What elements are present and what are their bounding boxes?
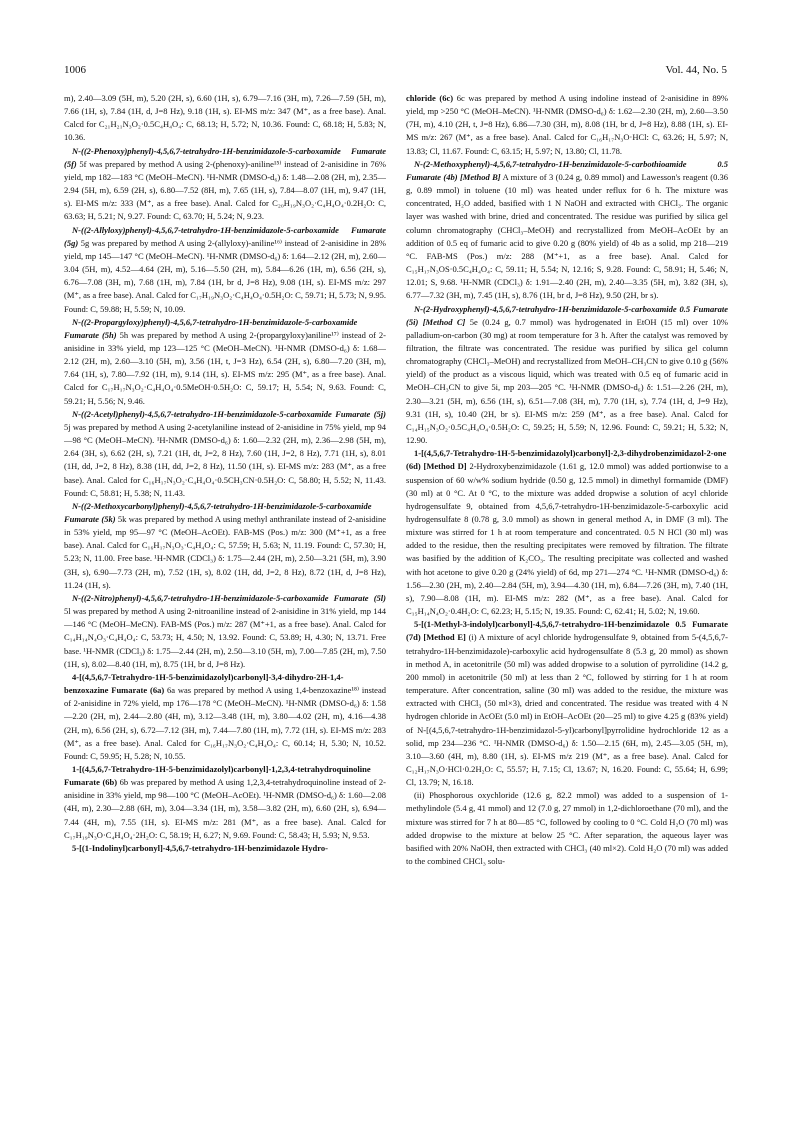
article-body bbox=[64, 92, 728, 1104]
compound-heading: 4-[(4,5,6,7-Tetrahydro-1H-5-benzimidazolyl)carbonyl]-3,4-dihydro-2H-1,4-benzoxazine Fumarate (6a) bbox=[64, 671, 344, 696]
right-column bbox=[406, 92, 728, 1104]
paragraph bbox=[406, 303, 728, 448]
paragraph-text: (i) A mixture of acyl chloride hydrogensulfate 9, obtained from 5-(4,5,6,7-tetrahydro-1H-benzimidazole)-carboxylic acid hydrogensulfate 8 (5.3 g, 20 mmol) as shown in method A, in acetonitrile (50 ml) was added dropwise to a solution of pyrrolidine (14.2 g, 200 mmol) in acetonitrile (50 ml) at less than 2 °C, followed by stirring for 1 h at room temperature. After concentration, saline (30 ml) was added to the residue, the mixture was extracted with CHCl₃ (50 ml×3), dried and concentrated. The residue was treated with 4 N hydrogen chloride in AcOEt (5.0 ml) in EtOH–AcOEt (20—25 ml) to give 4.25 g (83% yield) of N-[(4,5,6,7-tetrahydro-1H-benzimidazol-5-yl)carbonyl]pyrrolidine hydrochloride 12 as a solid, mp 234—236 °C. ¹H-NMR (DMSO-d₆) δ: 1.50—2.15 (6H, m), 2.45—3.05 (5H, m), 3.10—3.60 (4H, m), 8.80 (1H, s). EI-MS m/z 219 (M⁺, as a free base). Anal. Calcd for C₁₂H₁₇N₃O·HCl·0.2H₂O: C, 55.57; H, 7.15; Cl, 13.67; N, 16.20. Found: C, 55.64; H, 6.99; Cl, 13.79; N, 16.18. bbox=[406, 632, 728, 788]
compound-heading: N-(2-Hydroxyphenyl)-4,5,6,7-tetrahydro-1H-benzimidazole-5-carboxamide 0.5 Fumarate (5i) [Method C] bbox=[406, 303, 728, 327]
paragraph-text: 5k was prepared by method A using methyl anthranilate instead of 2-anisidine in 53% yield, mp 95—97 °C (MeOH–AcOEt). FAB-MS (Pos.) m/z: 300 (M⁺+1, as a free base). Anal. Calcd for C₁₆H₁₇N₃O₃·C₄H₄O₄: C, 57.59; H, 5.63; N, 11.19. Found: C, 57.30; H, 5.23; N, 11.00. Free base. ¹H-NMR (CDCl₃) δ: 1.75—2.44 (2H, m), 2.50—3.21 (5H, m), 3.90 (3H, s), 6.90—7.73 (2H, m), 7.52 (1H, s), 8.02 (1H, dd, J=2, 8 Hz), 8.72 (1H, d, J=8 Hz), 11.24 (1H, s). bbox=[64, 514, 386, 590]
paragraph-text: 5g was prepared by method A using 2-(allyloxy)-aniline¹⁶⁾ instead of 2-anisidine in 28% yield, mp 145—147 °C (MeOH–MeCN). ¹H-NMR (DMSO-d₆) δ: 1.64—2.12 (2H, m), 2.60—3.04 (5H, m), 4.52—4.64 (2H, m), 5.16—5.50 (2H, m), 5.84—6.26 (1H, m), 6.56 (2H, s), 6.76—7.08 (3H, m), 7.68 (1H, m), 7.84 (1H, br d, J=8 Hz), 9.08 (1H, s). EI-MS m/z: 297 (M⁺, as a free base). Anal. Calcd for C₁₇H₁₉N₃O₂·C₄H₄O₄·0.5H₂O: C, 59.71; H, 5.73; N, 9.95. Found: C, 59.88; H, 5.59; N, 10.09. bbox=[64, 237, 386, 314]
paragraph bbox=[406, 92, 728, 158]
paragraph-text: 5f was prepared by method A using 2-(phenoxy)-aniline¹⁵⁾ instead of 2-anisidine in 76% yield, mp 182—183 °C (MeOH–MeCN). ¹H-NMR (DMSO-d₆) δ: 1.48—2.08 (2H, m), 2.35—2.94 (5H, m), 6.59 (2H, s), 6.80—7.52 (8H, m), 7.65 (1H, s), 7.84—8.07 (1H, m), 9.47 (1H, s). EI-MS m/z: 333 (M⁺, as a free base). Anal. Calcd for C₂₀H₁₉N₃O₂·C₄H₄O₄·0.2H₂O: C, 63.63; H, 5.21; N, 9.27. Found: C, 63.70; H, 5.24; N, 9.23. bbox=[64, 158, 386, 222]
paragraph-text: 6c was prepared by method A using indoline instead of 2-anisidine in 89% yield, mp >250 °C (MeOH–MeCN). ¹H-NMR (DMSO-d₆) δ: 1.62—2.30 (2H, m), 2.60—3.50 (7H, m), 4.10 (2H, t, J=8 Hz), 6.86—7.30 (3H, m), 8.08 (1H, br d, J=8 Hz), 8.88 (1H, s). EI-MS m/z: 267 (M⁺, as a free base). Anal. Calcd for C₁₆H₁₇N₃O·HCl: C, 63.26; H, 5.97; N, 13.83; Cl, 11.67. Found: C, 63.15; H, 5.97; N, 13.80; Cl, 11.78. bbox=[406, 93, 728, 156]
paragraph bbox=[64, 316, 386, 408]
paragraph-text: 5e (0.24 g, 0.7 mmol) was hydrogenated in EtOH (15 ml) over 10% palladium-on-carbon (30 mg) at room temperature for 3 h. After the catalyst was removed by filtration, the filtrate was concentrated. The residue was purified by silica gel column chromatography (CHCl₃–MeOH) and recrystallized from MeOH–CH₃CN to give 0.10 g (56% yield) of the product as a viscous liquid, which was treated with 0.5 eq of fumaric acid in MeOH–CH₃CN to give 5i, mp 203—205 °C. ¹H-NMR (DMSO-d₆) δ: 1.51—2.26 (2H, m), 2.30—3.21 (5H, m), 6.56 (1H, s), 6.51—7.08 (3H, m), 7.70 (1H, s), 7.74 (1H, d, J=9 Hz), 9.31 (1H, s), 10.40 (2H, br s). EI-MS m/z: 259 (M⁺, as a free base). Anal. Calcd for C₁₄H₁₅N₃O₂·0.5C₄H₄O₄·0.5H₂O: C, 59.25; H, 5.59; N, 12.96. Found: C, 59.21; H, 5.32; N, 12.90. bbox=[406, 316, 728, 446]
compound-heading: N-((2-Allyloxy)phenyl)-4,5,6,7-tetrahydro-1H-benzimidazole-5-carboxamide Fumarate (5g) bbox=[64, 224, 386, 248]
paragraph bbox=[64, 408, 386, 500]
paragraph bbox=[64, 842, 386, 855]
volume-issue: Vol. 44, No. 5 bbox=[665, 64, 727, 76]
paragraph-text: 2-Hydroxybenzimidazole (1.61 g, 12.0 mmol) was added portionwise to a suspension of 60 w/w% sodium hydride (0.50 g, 12.5 mmol) in dimethyl formamide (DMF) (30 ml) at 0 °C. At 0 °C, to the mixture was added dropwise a solution of acyl chloride hydrogensulfate 9, obtained from 4,5,6,7-tetrahydro-1H-benzimidazole-5-carboxylic acid hydrogensulfate 8 (0.78 g, 3.0 mmol) as shown in general method A, in DMF (3 ml). The mixture was stirred for 1 h at room temperature and concentrated. 0.5 N HCl (30 ml) was added to the residue, then the resulting precipitates were removed by filtration. The filtrate was basified by the addition of K₂CO₃. The resulting precipitate was collected and washed with hot acetone to give 0.20 g (24% yield) of 6d, mp 271—274 °C. ¹H-NMR (DMSO-d₆) δ: 1.56—2.30 (2H, m), 2.40—2.84 (5H, m), 3.94—4.30 (1H, m), 6.84—7.26 (3H, m), 7.40 (1H, s), 7.90—8.08 (1H, m). EI-MS m/z: 282 (M⁺, as a free base). Anal. Calcd for C₁₅H₁₄N₄O₂·0.4H₂O: C, 62.23; H, 5.15; N, 19.35. Found: C, 62.41; H, 5.02; N, 19.60. bbox=[406, 461, 728, 617]
paragraph-text: m), 2.40—3.09 (5H, m), 5.20 (2H, s), 6.60 (1H, s), 6.79—7.16 (3H, m), 7.26—7.59 (5H, m), 7.66 (1H, s), 7.84 (1H, d, J=8 Hz), 9.18 (1H, s). EI-MS m/z: 347 (M⁺, as a free base). Anal. Calcd for C₂₁H₂₁N₃O₂·0.5C₄H₄O₄: C, 68.13; H, 5.72; N, 10.36. Found: C, 68.18; H, 5.83; N, 10.36. bbox=[64, 93, 386, 143]
compound-heading: 5-[(1-Methyl-3-indolyl)carbonyl]-4,5,6,7-tetrahydro-1H-benzimidazole 0.5 Fumarate (7d) [Method E] bbox=[406, 619, 728, 643]
paragraph-text: 5h was prepared by method A using 2-(propargyloxy)aniline¹⁷⁾ instead of 2-anisidine in 33% yield, mp 123—125 °C (MeOH–MeCN). ¹H-NMR (DMSO-d₆) δ: 1.68—2.12 (2H, m), 2.60—3.10 (5H, m), 3.56 (1H, t, J=3 Hz), 6.54 (2H, s), 6.80—7.20 (3H, m), 7.64 (1H, s), 7.80—7.92 (1H, m), 9.14 (1H, s). EI-MS m/z: 295 (M⁺, as a free base). Anal. Calcd for C₁₇H₁₇N₃O₂·C₄H₄O₄·0.5MeOH·0.5H₂O: C, 59.17; H, 5.54; N, 9.63. Found: C, 59.21; H, 5.56; N, 9.46. bbox=[64, 329, 386, 406]
compound-heading: N-((2-Methoxycarbonyl)phenyl)-4,5,6,7-tetrahydro-1H-benzimidazole-5-carboxamide Fumarate (5k) bbox=[64, 500, 372, 524]
compound-heading: 5-[(1-Indolinyl)carbonyl]-4,5,6,7-tetrahydro-1H-benzimidazole Hydro- bbox=[72, 842, 328, 853]
paragraph bbox=[64, 500, 386, 592]
page-header bbox=[64, 64, 727, 80]
paragraph-text: (ii) Phosphorous oxychloride (12.6 g, 82.2 mmol) was added to a suspension of 1-methylindole (5.4 g, 41 mmol) and 12 (7.0 g, 27 mmol) in 1,2-dichloroethane (70 ml), and the mixture was stirred for 7 h at 80—85 °C, followed by cooling to 0 °C. Cold H₂O (70 ml) was added dropwise to the mixture at below 25 °C. After separation, the aqueous layer was basified with 20% NaOH, then extracted with CHCl₃ (40 ml×2). Cold H₂O (70 ml) was added to the combined CHCl₃ solu- bbox=[406, 790, 728, 867]
compound-heading: 1-[(4,5,6,7-Tetrahydro-1H-5-benzimidazolyl)carbonyl]-2,3-dihydrobenzimidazol-2-one (6d) [Method D] bbox=[406, 448, 727, 472]
paragraph-text: 6b was prepared by method A using 1,2,3,4-tetrahydroquinoline instead of 2-anisidine in 33% yield, mp 98—100 °C (MeOH–AcOEt). ¹H-NMR (DMSO-d₆) δ: 1.60—2.08 (4H, m), 2.30—2.88 (6H, m), 3.04—3.34 (1H, m), 3.58—3.82 (2H, m), 6.60 (2H, s), 6.94—7.44 (4H, m), 7.55 (1H, s). EI-MS m/z: 281 (M⁺, as a free base). Anal. Calcd for C₁₇H₁₉N₃O·C₄H₄O₄·2H₂O: C, 58.19; H, 6.27; N, 9.69. Found: C, 58.43; H, 5.93; N, 9.53. bbox=[64, 777, 386, 840]
paragraph-text: A mixture of 3 (0.24 g, 0.89 mmol) and Lawesson's reagent (0.36 g, 0.89 mmol) in toluene (10 ml) was heated under reflux for 6 h. The mixture was concentrated, H₂O added, basified with 1 N NaOH and extracted with CHCl₃. The organic layer was washed with brine, dried and concentrated. The residue was purified by silica gel column chromatography (CHCl₃–MeOH) and recrystallized from MeOH–AcOEt by an addition of 0.5 eq of fumaric acid to give 0.20 g (80% yield) of 4b as a solid, mp 218—219 °C. FAB-MS (Pos.) m/z: 288 (M⁺+1, as a free base). Anal. Calcd for C₁₅H₁₇N₃OS·0.5C₄H₄O₄: C, 59.11; H, 5.54; N, 12.16; S, 9.28. Found: C, 58.91; H, 5.46; N, 12.01; S, 9.68. ¹H-NMR (CDCl₃) δ: 1.91—2.40 (2H, m), 2.40—3.35 (5H, m), 3.82 (3H, s), 6.77—7.32 (3H, m), 7.45 (1H, s), 8.76 (1H, br d, J=8 Hz), 9.50 (2H, br s). bbox=[406, 171, 728, 301]
page-number: 1006 bbox=[64, 64, 86, 76]
compound-heading: chloride (6c) bbox=[406, 93, 454, 103]
paragraph bbox=[406, 618, 728, 789]
paragraph bbox=[406, 158, 728, 303]
paragraph bbox=[64, 145, 386, 224]
compound-heading: N-((2-Acetyl)phenyl)-4,5,6,7-tetrahydro-1H-benzimidazole-5-carboxamide Fumarate (5j) bbox=[72, 408, 386, 419]
paragraph bbox=[64, 224, 386, 316]
paragraph bbox=[64, 671, 386, 763]
paragraph bbox=[64, 92, 386, 145]
compound-heading: N-((2-Propargyloxy)phenyl)-4,5,6,7-tetrahydro-1H-benzimidazole-5-carboxamide Fumarate (5h) bbox=[64, 316, 358, 340]
paragraph bbox=[406, 789, 728, 868]
paragraph-text: 6a was prepared by method A using 1,4-benzoxazine¹⁸⁾ instead of 2-anisidine in 72% yield, mp 176—178 °C (MeOH–MeCN). ¹H-NMR (DMSO-d₆) δ: 1.58—2.20 (2H, m), 2.44—2.80 (4H, m), 3.12—3.48 (1H, m), 3.80—4.02 (2H, m), 4.16—4.38 (2H, m), 6.56 (2H, s), 6.72—7.12 (3H, m), 7.44—7.80 (1H, m), 7.72 (1H, s). EI-MS m/z: 283 (M⁺, as a free base). Anal. Calcd for C₁₆H₁₇N₃O₂·C₄H₄O₄: C, 60.14; H, 5.30; N, 10.52. Found: C, 59.95; H, 5.28; N, 10.55. bbox=[64, 685, 386, 761]
paragraph bbox=[64, 763, 386, 842]
paragraph bbox=[406, 447, 728, 618]
paragraph-text: 5j was prepared by method A using 2-acetylaniline instead of 2-anisidine in 75% yield, mp 94—98 °C (MeOH–MeCN). ¹H-NMR (DMSO-d₆) δ: 1.60—2.32 (2H, m), 2.36—2.98 (5H, m), 2.64 (3H, s), 6.62 (2H, s), 7.21 (1H, dt, J=2, 8 Hz), 7.60 (1H, J=2, 8 Hz), 7.71 (1H, s), 8.01 (1H, dd, J=2, 8 Hz), 8.38 (1H, dd, J=2, 8 Hz), 11.50 (1H, s). EI-MS m/z: 283 (M⁺, as a free base). Anal. Calcd for C₁₆H₁₇N₃O₂·C₄H₄O₄·0.5CH₃CN·0.5H₂O: C, 58.80; H, 5.52; N, 11.43. Found: C, 58.81; H, 5.38; N, 11.43. bbox=[64, 421, 386, 498]
paragraph-text: 5l was prepared by method A using 2-nitroaniline instead of 2-anisidine in 31% yield, mp 144—146 °C (MeOH–MeCN). FAB-MS (Pos.) m/z: 287 (M⁺+1, as a free base). Anal. Calcd for C₁₄H₁₄N₄O₃·C₄H₄O₄: C, 53.73; H, 4.50; N, 13.92. Found: C, 53.89; H, 4.30; N, 13.71. Free base. ¹H-NMR (CDCl₃) δ: 1.75—2.44 (2H, m), 2.50—3.10 (5H, m), 7.00—7.85 (2H, m), 7.50 (1H, s), 8.02—8.40 (1H, m), 8.75 (1H, br d, J=8 Hz). bbox=[64, 606, 386, 669]
compound-heading: 1-[(4,5,6,7-Tetrahydro-1H-5-benzimidazolyl)carbonyl]-1,2,3,4-tetrahydroquinoline Fumarate (6b) bbox=[64, 763, 371, 788]
compound-heading: N-(2-Methoxyphenyl)-4,5,6,7-tetrahydro-1H-benzimidazole-5-carbothioamide 0.5 Fumarate (4b) [Method B] bbox=[406, 158, 728, 182]
compound-heading: N-((2-Phenoxy)phenyl)-4,5,6,7-tetrahydro-1H-benzimidazole-5-carboxamide Fumarate (5f) bbox=[64, 145, 386, 169]
paragraph bbox=[64, 592, 386, 671]
compound-heading: N-((2-Nitro)phenyl)-4,5,6,7-tetrahydro-1H-benzimidazole-5-carboxamide Fumarate (5l) bbox=[72, 592, 386, 603]
left-column bbox=[64, 92, 386, 1104]
